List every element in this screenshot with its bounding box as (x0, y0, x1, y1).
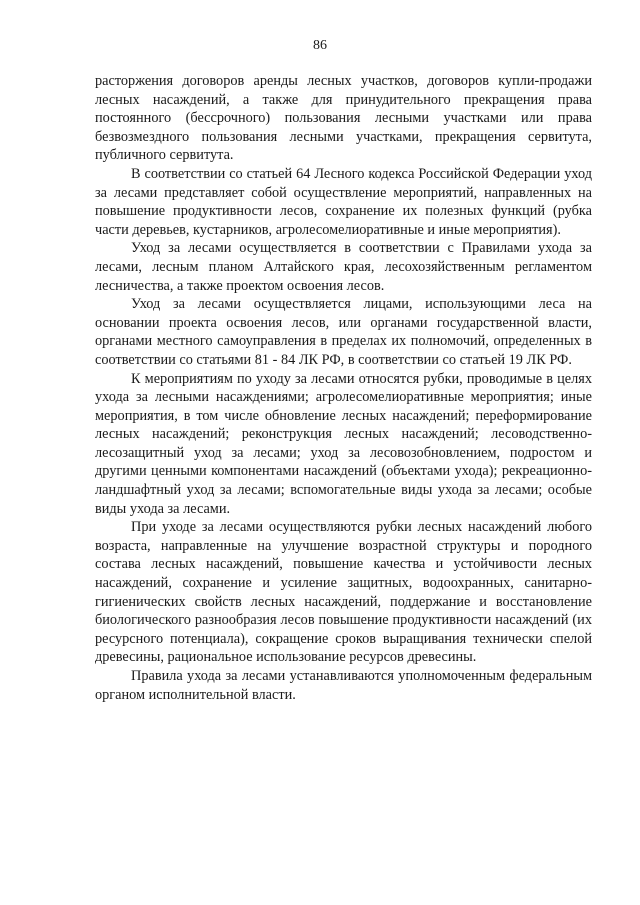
paragraph-7: Правила ухода за лесами устанавливаются уполномоченным федеральным органом исполнительной власти. (95, 668, 592, 703)
paragraph-4: Уход за лесами осуществляется лицами, использующими леса на основании проекта освоения лесов, или органами государственной власти, органами местного самоуправления в пределах их полномочий, определенных в соответствии со статьями 81 - 84 ЛК РФ, в соответствии со статьей 19 ЛК РФ. (95, 296, 592, 368)
page-number: 86 (313, 38, 327, 53)
paragraph-3: Уход за лесами осуществляется в соответствии с Правилами ухода за лесами, лесным планом Алтайского края, лесохозяйственным регламентом лесничества, а также проектом освоения лесов. (95, 240, 592, 294)
paragraph-1: расторжения договоров аренды лесных участков, договоров купли-продажи лесных насаждений, а также для принудительного прекращения права постоянного (бессрочного) пользования лесными участками или права безвозмездного пользования лесными участками, прекращения сервитута, публичного сервитута. (95, 73, 592, 164)
paragraph-5: К мероприятиям по уходу за лесами относятся рубки, проводимые в целях ухода за лесными насаждениями; агролесомелиоративные мероприятия; иные мероприятия, в том числе обновление лесных насаждений; переформирование лесных насаждений; реконструкция лесных насаждений; лесоводственно-лесозащитный уход за лесами; уход за лесовозобновлением, подростом и другими ценными компонентами насаждений (объектами ухода); рекреационно-ландшафтный уход за лесами; вспомогательные виды ухода за лесами; особые виды ухода за лесами. (95, 370, 592, 517)
document-body (95, 72, 592, 704)
paragraph-6: При уходе за лесами осуществляются рубки лесных насаждений любого возраста, направленные на улучшение возрастной структуры и породного состава лесных насаждений, повышение качества и устойчивости лесных насаждений, сохранение и усиление защитных, водоохранных, санитарно-гигиенических свойств лесных насаждений, поддержание и восстановление биологического разнообразия лесов повышение продуктивности насаждений (их ресурсного потенциала), сокращение сроков выращивания технически спелой древесины, рациональное использование ресурсов древесины. (95, 519, 592, 666)
paragraph-2: В соответствии со статьей 64 Лесного кодекса Российской Федерации уход за лесами представляет собой осуществление мероприятий, направленных на повышение продуктивности лесов, сохранение их полезных функций (рубка части деревьев, кустарников, агролесомелиоративные и иные мероприятия). (95, 165, 592, 238)
